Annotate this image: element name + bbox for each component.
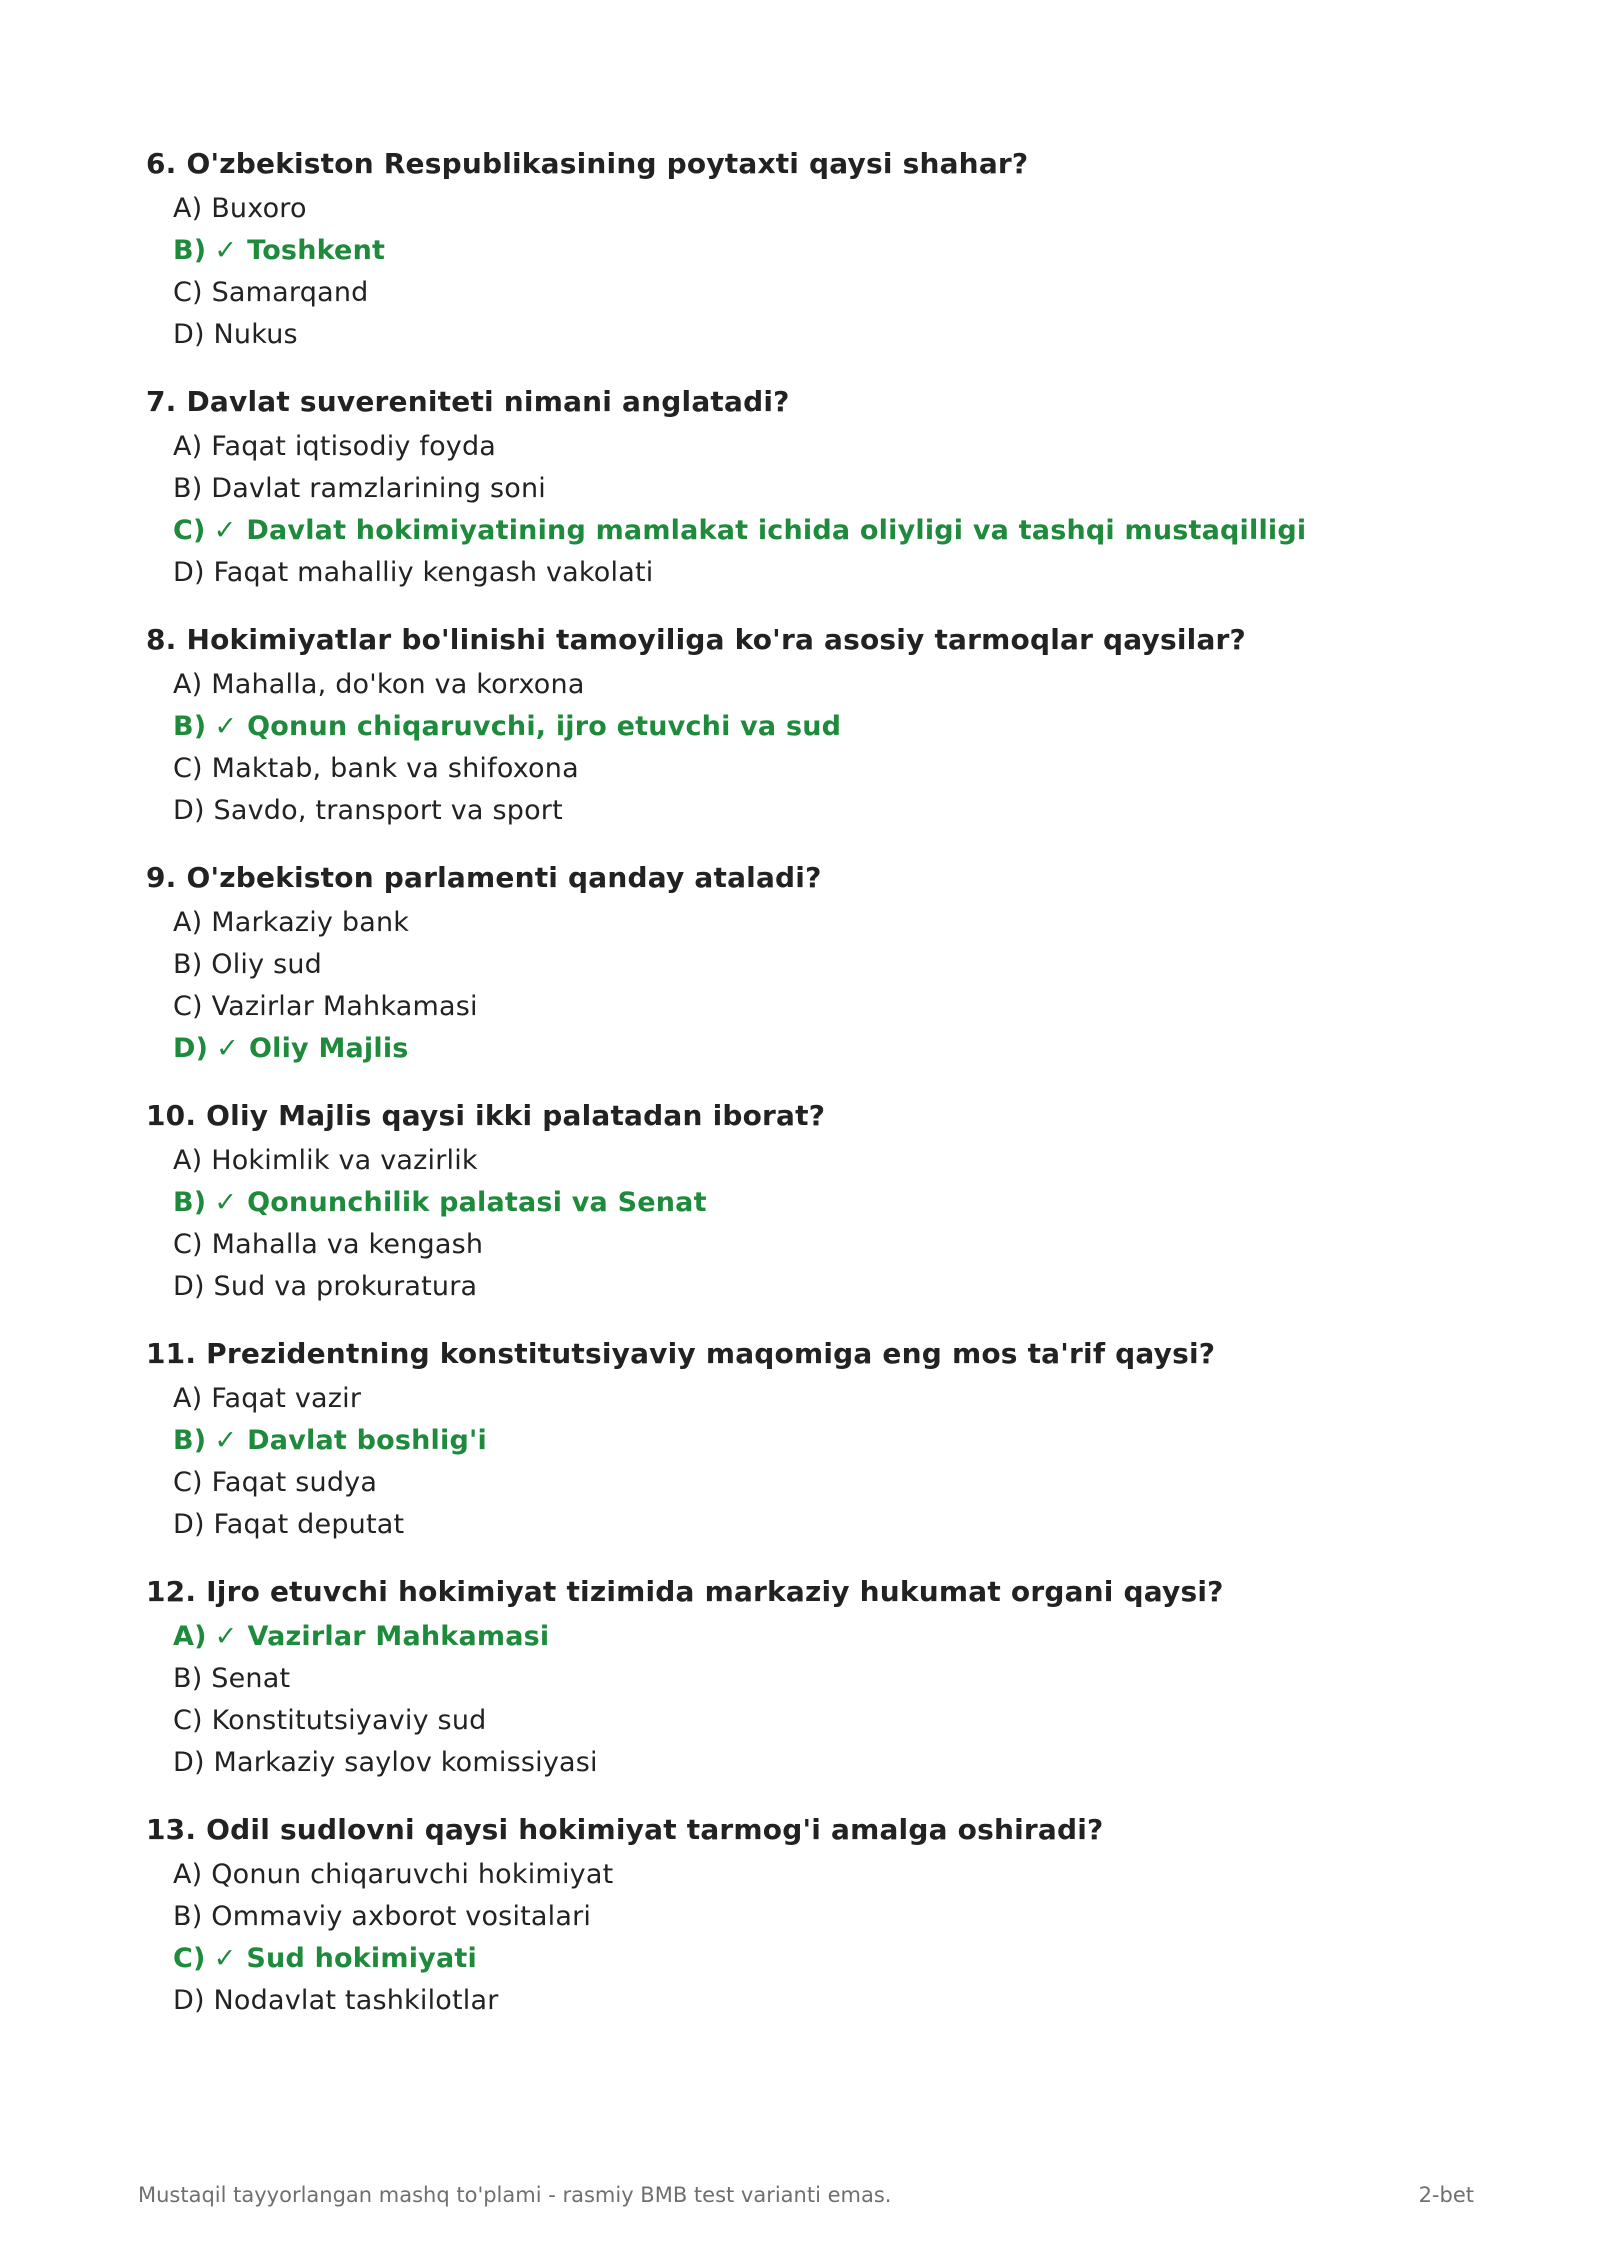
option-list (146, 1140, 1466, 1308)
checkmark-icon: ✓ (214, 1425, 238, 1456)
option-text: Faqat vazir (211, 1383, 362, 1414)
question-text: Prezidentning konstitutsiyaviy maqomiga eng mos ta'rif qaysi? (206, 1337, 1216, 1370)
option-text: Markaziy saylov komissiyasi (213, 1747, 598, 1778)
question-block (146, 854, 1466, 1070)
option-list (146, 426, 1466, 594)
option-text: Faqat mahalliy kengash vakolati (213, 557, 654, 588)
option-letter: A) (173, 907, 203, 938)
answer-option (173, 1266, 1466, 1308)
option-letter: C) (173, 1467, 203, 1498)
answer-option (173, 272, 1466, 314)
option-letter: B) (173, 473, 203, 504)
question-block (146, 1330, 1466, 1546)
answer-option (173, 188, 1466, 230)
question-title (146, 1330, 1466, 1378)
option-letter: D) (173, 1271, 205, 1302)
question-block (146, 616, 1466, 832)
answer-option (173, 1224, 1466, 1266)
answer-option-correct (173, 510, 1466, 552)
question-title (146, 854, 1466, 902)
question-block (146, 1806, 1466, 2022)
option-text: Nukus (213, 319, 298, 350)
checkmark-icon: ✓ (214, 1187, 238, 1218)
answer-option (173, 1504, 1466, 1546)
option-text: Markaziy bank (211, 907, 410, 938)
option-text: Buxoro (211, 193, 307, 224)
footer-note: Mustaqil tayyorlangan mashq to'plami - rasmiy BMB test varianti emas. (138, 2183, 892, 2207)
option-letter: B) (173, 1663, 203, 1694)
question-text: Hokimiyatlar bo'linishi tamoyiliga ko'ra asosiy tarmoqlar qaysilar? (186, 623, 1246, 656)
answer-option (173, 468, 1466, 510)
question-title (146, 378, 1466, 426)
answer-option-correct (173, 1182, 1466, 1224)
option-text: Nodavlat tashkilotlar (213, 1985, 499, 2016)
answer-option (173, 1896, 1466, 1938)
option-text: Konstitutsiyaviy sud (211, 1705, 487, 1736)
checkmark-icon: ✓ (214, 235, 238, 266)
option-letter: D) (173, 1033, 209, 1064)
answer-option-correct (173, 706, 1466, 748)
question-text: Davlat suvereniteti nimani anglatadi? (186, 385, 790, 418)
option-letter: B) (173, 1425, 207, 1456)
question-block (146, 1092, 1466, 1308)
option-letter: B) (173, 949, 203, 980)
answer-option (173, 790, 1466, 832)
question-number: 6. (146, 147, 177, 180)
option-letter: B) (173, 235, 207, 266)
answer-option-correct (173, 1938, 1466, 1980)
question-title (146, 1568, 1466, 1616)
option-letter: A) (173, 669, 203, 700)
option-letter: D) (173, 1985, 205, 2016)
option-letter: B) (173, 1901, 203, 1932)
page-number: 2-bet (1418, 2183, 1474, 2207)
option-text: Oliy Majlis (248, 1033, 409, 1064)
question-number: 12. (146, 1575, 197, 1608)
answer-option-correct (173, 230, 1466, 272)
option-letter: B) (173, 1187, 207, 1218)
answer-option (173, 1700, 1466, 1742)
question-text: Oliy Majlis qaysi ikki palatadan iborat? (206, 1099, 826, 1132)
answer-option (173, 1658, 1466, 1700)
option-list (146, 1854, 1466, 2022)
question-number: 10. (146, 1099, 197, 1132)
answer-option (173, 1462, 1466, 1504)
option-list (146, 1378, 1466, 1546)
answer-option (173, 1854, 1466, 1896)
option-text: Vazirlar Mahkamasi (211, 991, 478, 1022)
option-letter: D) (173, 319, 205, 350)
option-text: Oliy sud (211, 949, 322, 980)
question-text: Ijro etuvchi hokimiyat tizimida markaziy hukumat organi qaysi? (206, 1575, 1224, 1608)
option-text: Vazirlar Mahkamasi (247, 1621, 550, 1652)
option-list (146, 188, 1466, 356)
question-block (146, 140, 1466, 356)
option-text: Ommaviy axborot vositalari (211, 1901, 592, 1932)
answer-option (173, 1742, 1466, 1784)
option-letter: D) (173, 557, 205, 588)
option-text: Toshkent (247, 235, 386, 266)
option-text: Sud va prokuratura (213, 1271, 478, 1302)
option-text: Qonun chiqaruvchi hokimiyat (211, 1859, 614, 1890)
option-letter: A) (173, 1859, 203, 1890)
option-letter: A) (173, 193, 203, 224)
answer-option (173, 986, 1466, 1028)
option-letter: D) (173, 1747, 205, 1778)
option-text: Senat (211, 1663, 291, 1694)
answer-option (173, 426, 1466, 468)
answer-option (173, 1378, 1466, 1420)
question-block (146, 378, 1466, 594)
option-text: Qonunchilik palatasi va Senat (247, 1187, 707, 1218)
checkmark-icon: ✓ (214, 1621, 238, 1652)
option-letter: C) (173, 1943, 206, 1974)
question-number: 8. (146, 623, 177, 656)
answer-option (173, 944, 1466, 986)
option-text: Davlat boshlig'i (247, 1425, 487, 1456)
option-text: Sud hokimiyati (246, 1943, 477, 1974)
question-title (146, 140, 1466, 188)
option-letter: C) (173, 1229, 203, 1260)
question-number: 11. (146, 1337, 197, 1370)
option-list (146, 902, 1466, 1070)
option-text: Hokimlik va vazirlik (211, 1145, 478, 1176)
checkmark-icon: ✓ (216, 1033, 239, 1064)
option-letter: B) (173, 711, 207, 742)
option-text: Qonun chiqaruvchi, ijro etuvchi va sud (247, 711, 842, 742)
option-text: Faqat sudya (211, 1467, 378, 1498)
option-text: Faqat iqtisodiy foyda (211, 431, 497, 462)
checkmark-icon: ✓ (214, 711, 238, 742)
option-letter: C) (173, 515, 206, 546)
question-title (146, 1092, 1466, 1140)
checkmark-icon: ✓ (213, 515, 237, 546)
question-text: O'zbekiston Respublikasining poytaxti qaysi shahar? (186, 147, 1029, 180)
answer-option-correct (173, 1028, 1466, 1070)
answer-option (173, 664, 1466, 706)
answer-option-correct (173, 1420, 1466, 1462)
answer-option (173, 552, 1466, 594)
answer-option (173, 748, 1466, 790)
option-letter: A) (173, 1621, 207, 1652)
question-title (146, 616, 1466, 664)
question-list (146, 140, 1466, 2044)
option-letter: A) (173, 1383, 203, 1414)
option-letter: D) (173, 795, 205, 826)
option-text: Davlat ramzlarining soni (211, 473, 547, 504)
answer-option-correct (173, 1616, 1466, 1658)
option-text: Maktab, bank va shifoxona (211, 753, 579, 784)
answer-option (173, 1140, 1466, 1182)
question-number: 13. (146, 1813, 197, 1846)
option-letter: C) (173, 753, 203, 784)
option-text: Savdo, transport va sport (213, 795, 563, 826)
answer-option (173, 314, 1466, 356)
checkmark-icon: ✓ (213, 1943, 237, 1974)
option-text: Mahalla, do'kon va korxona (211, 669, 585, 700)
option-letter: A) (173, 431, 203, 462)
question-title (146, 1806, 1466, 1854)
option-text: Faqat deputat (213, 1509, 405, 1540)
option-text: Samarqand (211, 277, 369, 308)
answer-option (173, 1980, 1466, 2022)
question-number: 9. (146, 861, 177, 894)
option-list (146, 664, 1466, 832)
question-number: 7. (146, 385, 177, 418)
question-text: O'zbekiston parlamenti qanday ataladi? (186, 861, 822, 894)
option-text: Davlat hokimiyatining mamlakat ichida oliyligi va tashqi mustaqilligi (246, 515, 1307, 546)
option-list (146, 1616, 1466, 1784)
option-letter: C) (173, 991, 203, 1022)
option-letter: C) (173, 277, 203, 308)
option-letter: D) (173, 1509, 205, 1540)
option-letter: C) (173, 1705, 203, 1736)
option-letter: A) (173, 1145, 203, 1176)
question-block (146, 1568, 1466, 1784)
option-text: Mahalla va kengash (211, 1229, 484, 1260)
question-text: Odil sudlovni qaysi hokimiyat tarmog'i amalga oshiradi? (206, 1813, 1104, 1846)
answer-option (173, 902, 1466, 944)
